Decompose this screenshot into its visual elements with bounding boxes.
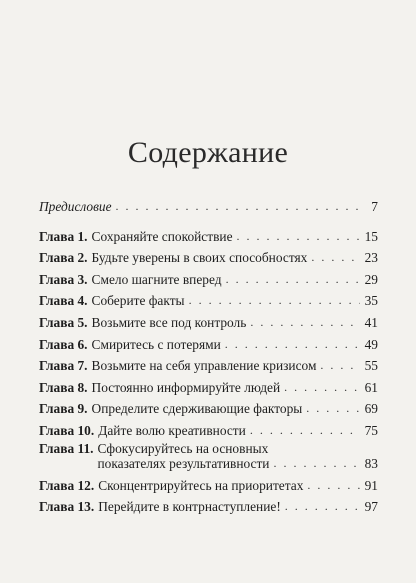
- toc-title: Сохраняйте спокойствие: [91, 228, 233, 244]
- toc-chapter-label: Глава 9.: [39, 401, 88, 417]
- toc-entry-chapter-2: [39, 244, 378, 266]
- dot-leader: [311, 250, 360, 265]
- toc-page-number: 91: [364, 477, 378, 493]
- toc-chapter-label: Глава 4.: [39, 293, 88, 309]
- toc-entry-chapter-10: [39, 416, 378, 438]
- toc-page-number: 61: [364, 379, 378, 395]
- toc-title: Сконцентрируйтесь на приоритетах: [98, 477, 304, 493]
- toc-page-number: 97: [364, 499, 378, 515]
- dot-leader: [237, 229, 360, 244]
- toc-entry-chapter-6: [39, 330, 378, 352]
- toc-chapter-label: Глава 8.: [39, 379, 88, 395]
- dot-leader: [116, 199, 360, 214]
- dot-leader: [250, 315, 360, 330]
- toc-chapter-label: Глава 10.: [39, 422, 95, 438]
- toc-entry-chapter-13: [39, 493, 378, 515]
- table-of-contents: [39, 188, 378, 514]
- toc-page-number: 83: [364, 455, 378, 471]
- toc-entry-chapter-7: [39, 352, 378, 374]
- toc-page-number: 29: [364, 271, 378, 287]
- toc-page-number: 55: [364, 358, 378, 374]
- toc-entry-chapter-4: [39, 287, 378, 309]
- toc-chapter-label: Глава 1.: [39, 228, 88, 244]
- dot-leader: [285, 499, 360, 514]
- toc-title: Предисловие: [39, 199, 112, 214]
- toc-title: Определите сдерживающие факторы: [91, 401, 303, 417]
- toc-page-number: 41: [364, 314, 378, 330]
- toc-page-number: 69: [364, 401, 378, 417]
- toc-title: Возьмите все под контроль: [91, 314, 247, 330]
- toc-entry-chapter-1: [39, 222, 378, 244]
- toc-chapter-label: Глава 11.: [39, 440, 94, 456]
- dot-leader: [320, 358, 360, 373]
- dot-leader: [189, 293, 360, 308]
- toc-title: Дайте волю креативности: [98, 422, 246, 438]
- dot-leader: [250, 423, 360, 438]
- toc-title: Постоянно информируйте людей: [91, 379, 281, 395]
- toc-page-number: 35: [364, 293, 378, 309]
- dot-leader: [226, 272, 360, 287]
- toc-entry-chapter-12: [39, 471, 378, 493]
- toc-chapter-label: Глава 3.: [39, 271, 88, 287]
- toc-chapter-label: Глава 6.: [39, 336, 88, 352]
- toc-title: [98, 441, 270, 471]
- toc-page-number: 49: [364, 336, 378, 352]
- toc-entry-chapter-11: [39, 438, 378, 471]
- toc-page-number: 75: [364, 422, 378, 438]
- toc-title-line-1: Сфокусируйтесь на основных: [97, 440, 269, 456]
- toc-entry-chapter-5: [39, 308, 378, 330]
- dot-leader: [307, 478, 360, 493]
- toc-title-line-2: показателях результативности: [97, 455, 270, 471]
- dot-leader: [225, 337, 360, 352]
- toc-chapter-label: Глава 13.: [39, 499, 95, 515]
- toc-page-number: 7: [371, 199, 378, 214]
- toc-title: Перейдите в контрнаступление!: [98, 499, 281, 515]
- toc-entry-chapter-3: [39, 265, 378, 287]
- dot-leader: [273, 456, 360, 471]
- toc-chapter-label: Глава 5.: [39, 314, 88, 330]
- dot-leader: [284, 380, 360, 395]
- page-title: Содержание: [127, 136, 289, 170]
- toc-entry-chapter-9: [39, 395, 378, 417]
- toc-chapter-label: Глава 2.: [39, 250, 88, 266]
- toc-page-number: 23: [364, 250, 378, 266]
- toc-title: Возьмите на себя управление кризисом: [91, 358, 317, 374]
- toc-entry-chapter-8: [39, 373, 378, 395]
- toc-title: Будьте уверены в своих способностях: [91, 250, 308, 266]
- toc-chapter-label: Глава 7.: [39, 358, 88, 374]
- toc-page-number: 15: [364, 228, 378, 244]
- toc-title: Смиритесь с потерями: [91, 336, 221, 352]
- dot-leader: [306, 401, 360, 416]
- toc-title: Соберите факты: [91, 293, 185, 309]
- toc-title: Смело шагните вперед: [91, 271, 222, 287]
- toc-entry-preface: [39, 188, 378, 214]
- toc-chapter-label: Глава 12.: [39, 477, 95, 493]
